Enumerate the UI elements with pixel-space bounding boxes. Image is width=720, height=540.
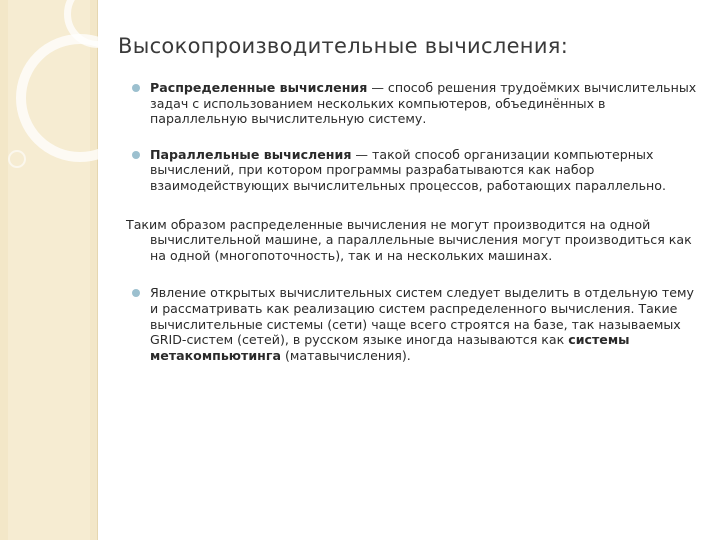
bullet-paragraph-distributed <box>126 80 701 127</box>
definition-distributed: — способ решения трудоёмких вычислительных задач с использованием нескольких компьютеров, объединённых в параллельную вычислительную систему. <box>150 80 697 127</box>
ring-decoration-tiny-icon <box>8 150 26 168</box>
bullet-paragraph-parallel <box>126 147 701 194</box>
bullet-icon <box>132 289 140 297</box>
decorative-sidebar <box>0 0 98 540</box>
definition-parallel: — такой способ организации компьютерных вычислений, при котором программы разрабатываются как набор взаимодействующих вычислительных процессов, работающих параллельно. <box>150 146 666 193</box>
bullet-icon <box>132 84 140 92</box>
slide-title: Высокопроизводительные вычисления: <box>118 34 569 58</box>
term-metacomputing: системы метакомпьютинга <box>150 332 630 363</box>
slide-content <box>126 80 701 363</box>
bullet-icon <box>132 151 140 159</box>
open-systems-text-end: (матавычисления). <box>280 347 411 363</box>
paragraph-conclusion: Таким образом распределенные вычисления не могут производится на одной вычислительной машине, а параллельные вычисления могут производиться как на одной (многопоточность), так и на нескольких машинах. <box>126 216 692 263</box>
term-distributed: Распределенные вычисления <box>150 80 368 95</box>
bullet-paragraph-open-systems <box>126 285 701 363</box>
term-parallel: Параллельные вычисления <box>150 146 352 162</box>
open-systems-text: Явление открытых вычислительных систем следует выделить в отдельную тему и рассматривать как реализацию систем распределенного вычисления. Такие вычислительные системы (сети) чаще всего строятся на базе, так называемых GRID-систем (сетей), в русском языке иногда называются как <box>150 285 694 348</box>
